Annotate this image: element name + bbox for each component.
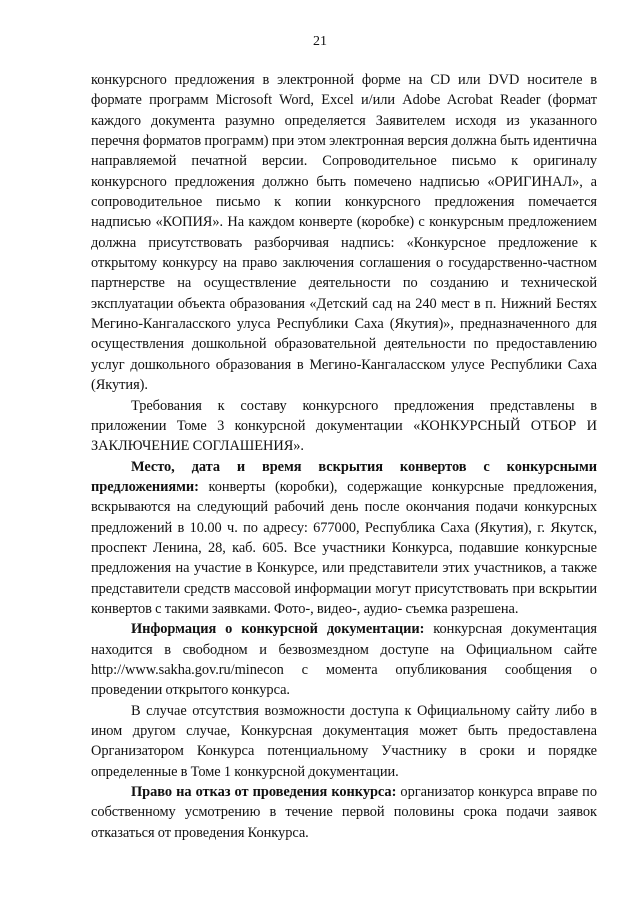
- heading-refusal-right: Право на отказ от проведения конкурса:: [131, 784, 397, 801]
- paragraph-opening-envelopes: [91, 457, 597, 620]
- paragraph-refusal-right: [91, 782, 597, 843]
- text-refusal-right: организатор конкурса вправе по собственному усмотрению в течение первой половины срока подачи заявок отказаться от проведения Конкурса.: [91, 784, 597, 841]
- paragraph-documentation-info: [91, 619, 597, 700]
- page-number: 21: [313, 34, 327, 49]
- heading-documentation-info: Информация о конкурсной документации:: [131, 621, 425, 638]
- heading-opening-envelopes: Место, дата и время вскрытия конвертов с конкурсными предложениями:: [91, 458, 597, 495]
- text-opening-envelopes: конверты (коробки), содержащие конкурсные предложения, вскрываются на следующий рабочий день после окончания подачи конкурсных предложений в 10.00 ч. по адресу: 677000, Республика Саха (Якутия), г. Якутск, проспект Ленина, 28, каб. 605. Все участники Конкурса, подавшие конкурсные предложения на участие в Конкурсе, или представители этих участников, а также представители средств массовой информации могут присутствовать при вскрытии конвертов с такими заявками. Фото-, видео-, аудио- съемка разрешена.: [91, 478, 597, 617]
- document-body: [91, 70, 597, 843]
- paragraph-no-access: В случае отсутствия возможности доступа к Официальному сайту либо в ином другом случае, Конкурсная документация может быть предоставлена Организатором Конкурса потенциальному Участнику в сроки и порядке определенные в Томе 1 конкурсной документации.: [91, 702, 597, 780]
- paragraph-proposal-composition: Требования к составу конкурсного предложения представлены в приложении Томе 3 конкурсной документации «КОНКУРСНЫЙ ОТБОР И ЗАКЛЮЧЕНИЕ СОГЛАШЕНИЯ».: [91, 397, 597, 455]
- text-documentation-info: конкурсная документация находится в свободном и безвозмездном доступе на Официальном сайте http://www.sakha.gov.ru/minecon с момента опубликования сообщения о проведении открытого конкурса.: [91, 621, 597, 699]
- paragraph-envelope-requirements: конкурсного предложения в электронной форме на CD или DVD носителе в формате программ Microsoft Word, Excel и/или Adobe Acrobat Reader (формат каждого документа разумно определяется Заявителем исходя из указанного перечня форматов программ) при этом электронная версия должна быть идентична направляемой печатной версии. Сопроводительное письмо к оригиналу конкурсного предложения должно быть помечено надписью «ОРИГИНАЛ», а сопроводительное письмо к копии конкурсного предложения помечается надписью «КОПИЯ». На каждом конверте (коробке) с конкурсным предложением должна присутствовать разборчивая надпись: «Конкурсное предложение к открытому конкурсу на право заключения соглашения о государственно-частном партнерстве на осуществление деятельности по созданию и технической эксплуатации объекта образования «Детский сад на 240 мест в п. Нижний Бестях Мегино-Кангаласского улуса Республики Саха (Якутия)», предназначенного для осуществления дошкольной образовательной деятельности по предоставлению услуг дошкольного образования в Мегино-Кангаласском улусе Республики Саха (Якутия).: [91, 72, 597, 394]
